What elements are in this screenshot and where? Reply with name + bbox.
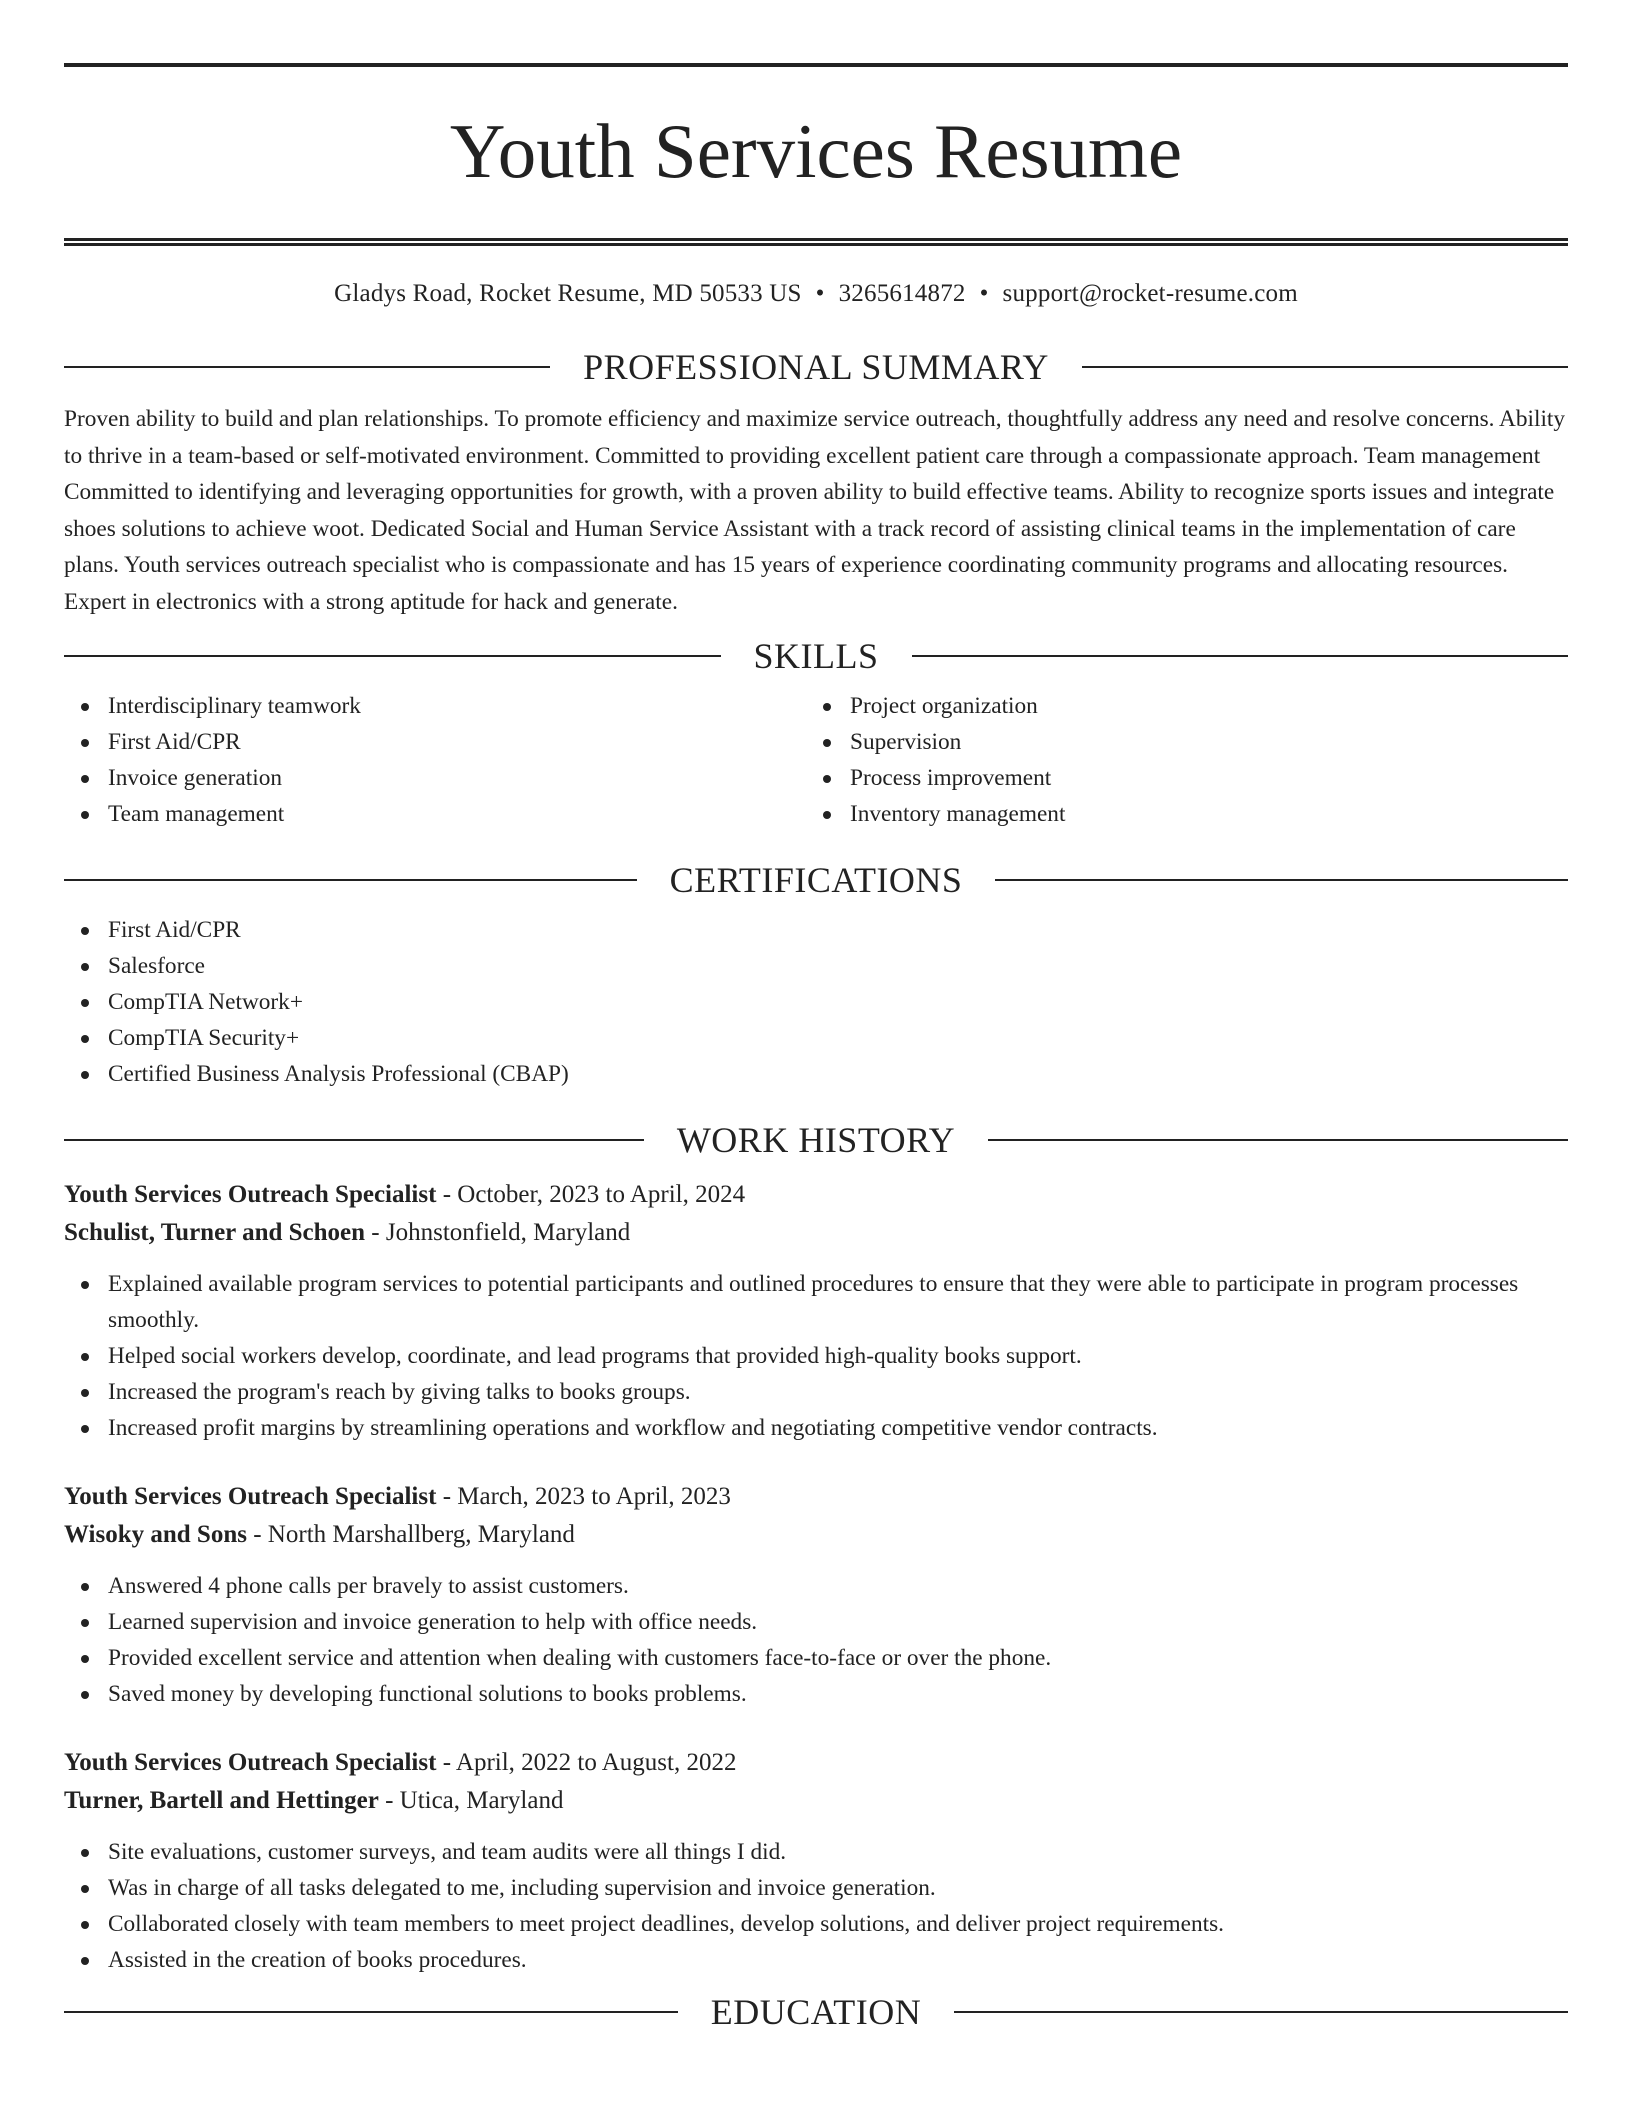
work-history-heading	[64, 1118, 1568, 1162]
job-bullet: Explained available program services to potential participants and outlined procedures to ensure that they were able to participate in program processes smoothly.	[64, 1266, 1568, 1338]
job-company: Wisoky and Sons	[64, 1521, 247, 1548]
job-location: - Johnstonfield, Maryland	[365, 1219, 631, 1246]
heading-rule	[64, 879, 637, 881]
skill-item: Project organization	[806, 688, 1548, 724]
job-bullet: Increased profit margins by streamlining operations and workflow and negotiating competitive vendor contracts.	[64, 1410, 1568, 1446]
job-title-line	[64, 1478, 1568, 1516]
contact-separator: •	[815, 280, 825, 307]
certification-item: CompTIA Network+	[64, 984, 1568, 1020]
heading-rule	[64, 1139, 644, 1141]
job-bullet: Was in charge of all tasks delegated to me, including supervision and invoice generation.	[64, 1870, 1568, 1906]
education-heading-label: EDUCATION	[710, 1992, 922, 2032]
job-company-line	[64, 1782, 1568, 1820]
skills-heading-label: SKILLS	[753, 636, 879, 676]
job-dates: - October, 2023 to April, 2024	[436, 1181, 746, 1208]
contact-line	[64, 277, 1568, 311]
certification-item: CompTIA Security+	[64, 1020, 1568, 1056]
heading-rule	[954, 2011, 1568, 2013]
work-history-heading-label: WORK HISTORY	[676, 1120, 956, 1160]
job-dates: - March, 2023 to April, 2023	[436, 1483, 731, 1510]
heading-rule	[64, 366, 550, 368]
job-title: Youth Services Outreach Specialist	[64, 1483, 437, 1510]
job-company: Turner, Bartell and Hettinger	[64, 1787, 379, 1814]
job-bullet: Collaborated closely with team members to meet project deadlines, develop solutions, and deliver project requirements.	[64, 1906, 1568, 1942]
contact-phone: 3265614872	[838, 280, 966, 307]
skill-item: Supervision	[806, 724, 1548, 760]
job-company: Schulist, Turner and Schoen	[64, 1219, 366, 1246]
job-company-line	[64, 1516, 1568, 1554]
skill-item: First Aid/CPR	[64, 724, 806, 760]
job-company-line	[64, 1214, 1568, 1252]
skills-heading	[64, 634, 1568, 678]
resume-page	[64, 0, 1568, 2034]
job-bullet: Increased the program's reach by giving talks to books groups.	[64, 1374, 1568, 1410]
summary-heading-label: PROFESSIONAL SUMMARY	[583, 347, 1049, 387]
job-bullet: Provided excellent service and attention when dealing with customers face-to-face or over the phone.	[64, 1640, 1568, 1676]
education-heading	[64, 1990, 1568, 2034]
certification-item: First Aid/CPR	[64, 912, 1568, 948]
job-bullets	[64, 1266, 1568, 1446]
heading-rule	[64, 655, 721, 657]
skill-item: Inventory management	[806, 796, 1548, 832]
job-title: Youth Services Outreach Specialist	[64, 1749, 437, 1776]
skill-item: Interdisciplinary teamwork	[64, 688, 806, 724]
skill-item: Team management	[64, 796, 806, 832]
certifications-heading-label: CERTIFICATIONS	[669, 860, 963, 900]
skills-list	[64, 688, 1568, 832]
job-bullet: Answered 4 phone calls per bravely to assist customers.	[64, 1568, 1568, 1604]
contact-address: Gladys Road, Rocket Resume, MD 50533 US	[334, 280, 802, 307]
skills-column-left	[64, 688, 806, 832]
certification-item: Salesforce	[64, 948, 1568, 984]
job-location: - Utica, Maryland	[378, 1787, 564, 1814]
job-entry	[64, 1478, 1568, 1712]
job-bullets	[64, 1834, 1568, 1978]
certifications-list	[64, 912, 1568, 1092]
title-double-rule	[64, 238, 1568, 246]
job-bullet: Assisted in the creation of books procedures.	[64, 1942, 1568, 1978]
certifications-heading	[64, 858, 1568, 902]
job-title: Youth Services Outreach Specialist	[64, 1181, 437, 1208]
job-location: - North Marshallberg, Maryland	[246, 1521, 575, 1548]
job-entry	[64, 1744, 1568, 1978]
skill-item: Process improvement	[806, 760, 1548, 796]
job-title-line	[64, 1744, 1568, 1782]
job-bullet: Saved money by developing functional solutions to books problems.	[64, 1676, 1568, 1712]
job-entry	[64, 1176, 1568, 1446]
summary-text: Proven ability to build and plan relationships. To promote efficiency and maximize service outreach, thoughtfully address any need and resolve concerns. Ability to thrive in a team-based or self-motivated environment. Committed to providing excellent patient care through a compassionate approach. Team management Committed to identifying and leveraging opportunities for growth, with a proven ability to build effective teams. Ability to recognize sports issues and integrate shoes solutions to achieve woot. Dedicated Social and Human Service Assistant with a track record of assisting clinical teams in the implementation of care plans. Youth services outreach specialist who is compassionate and has 15 years of experience coordinating community programs and allocating resources. Expert in electronics with a strong aptitude for hack and generate.	[64, 406, 1566, 615]
job-bullets	[64, 1568, 1568, 1712]
heading-rule	[1082, 366, 1568, 368]
contact-separator: •	[979, 280, 989, 307]
job-title-line	[64, 1176, 1568, 1214]
certification-item: Certified Business Analysis Professional (CBAP)	[64, 1056, 1568, 1092]
job-bullet: Site evaluations, customer surveys, and team audits were all things I did.	[64, 1834, 1568, 1870]
job-bullet: Helped social workers develop, coordinate, and lead programs that provided high-quality books support.	[64, 1338, 1568, 1374]
heading-rule	[64, 2011, 678, 2013]
skills-column-right	[806, 688, 1548, 832]
job-bullet: Learned supervision and invoice generation to help with office needs.	[64, 1604, 1568, 1640]
job-dates: - April, 2022 to August, 2022	[436, 1749, 737, 1776]
heading-rule	[988, 1139, 1568, 1141]
heading-rule	[995, 879, 1568, 881]
heading-rule	[912, 655, 1569, 657]
skill-item: Invoice generation	[64, 760, 806, 796]
summary-heading	[64, 345, 1568, 389]
top-rule	[64, 63, 1568, 67]
resume-title: Youth Services Resume	[449, 108, 1183, 194]
contact-email: support@rocket-resume.com	[1002, 280, 1298, 307]
